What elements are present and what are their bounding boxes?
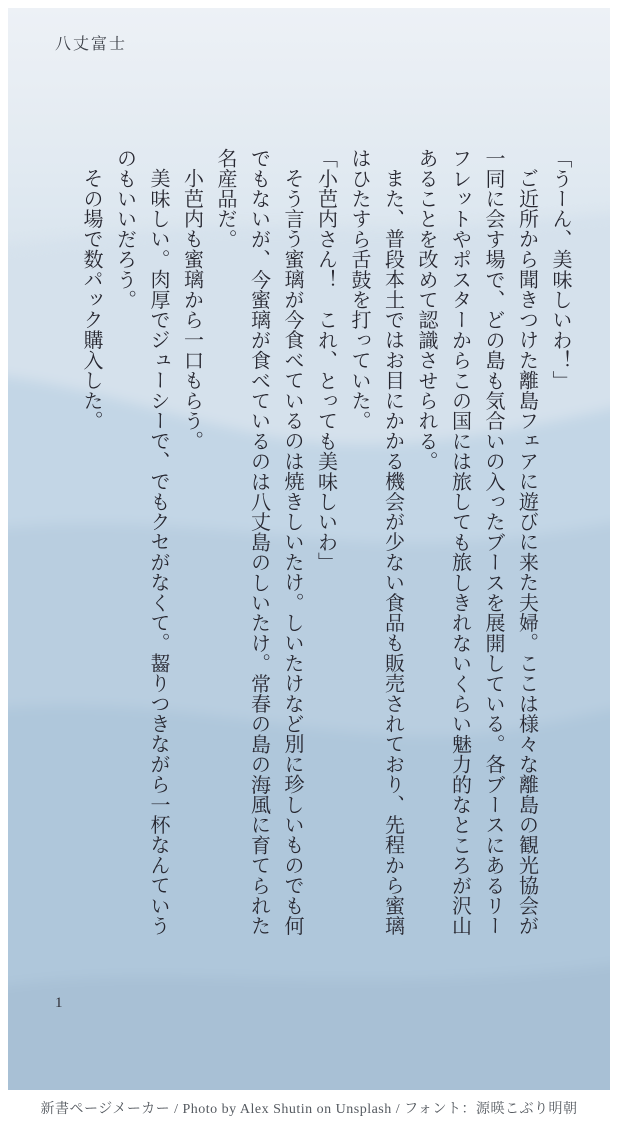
footer-credit: 新書ページメーカー / Photo by Alex Shutin on Unsplash / フォント：源暎こぶり明朝 — [40, 1102, 578, 1117]
page-title: 八丈富士 — [55, 36, 128, 53]
paragraph: また、普段本土ではお目にかかる機会が少ない食品も販売されており、先程から蜜璃はひたすら舌鼓を打っていた。 — [348, 148, 404, 936]
paragraph: その場で数パック購入した。 — [80, 168, 102, 431]
paragraph: そう言う蜜璃が今食べているのは焼きしいたけ。しいたけなど別に珍しいものでも何でもないが、今蜜璃が食べているのは八丈島のしいたけ。常春の島の海風に育てられた名産品だ。 — [214, 148, 303, 936]
paragraph: 「小芭内さん！ これ、とっても美味しいわ」 — [314, 148, 337, 573]
page-number: 1 — [55, 995, 63, 1011]
paragraph: 小芭内も蜜璃から一口もらう。 — [180, 168, 203, 451]
vertical-text — [70, 148, 576, 936]
paragraph: ご近所から聞きつけた離島フェアに遊びに来た夫婦。ここは様々な離島の観光協会が一同に会す場で、どの島も気合いの入ったブースを展開している。各ブースにあるリーフレットやポスターからこの国には旅しても旅しきれないくらい魅力的なところが沢山あることを改めて認識させられる。 — [415, 148, 538, 936]
paragraph: 「うーん、美味しいわ！」 — [549, 148, 571, 391]
paragraph: 美味しい。肉厚でジューシーで、でもクセがなくて。齧りつきながら一杯なんていうのもいいだろう。 — [113, 148, 169, 936]
